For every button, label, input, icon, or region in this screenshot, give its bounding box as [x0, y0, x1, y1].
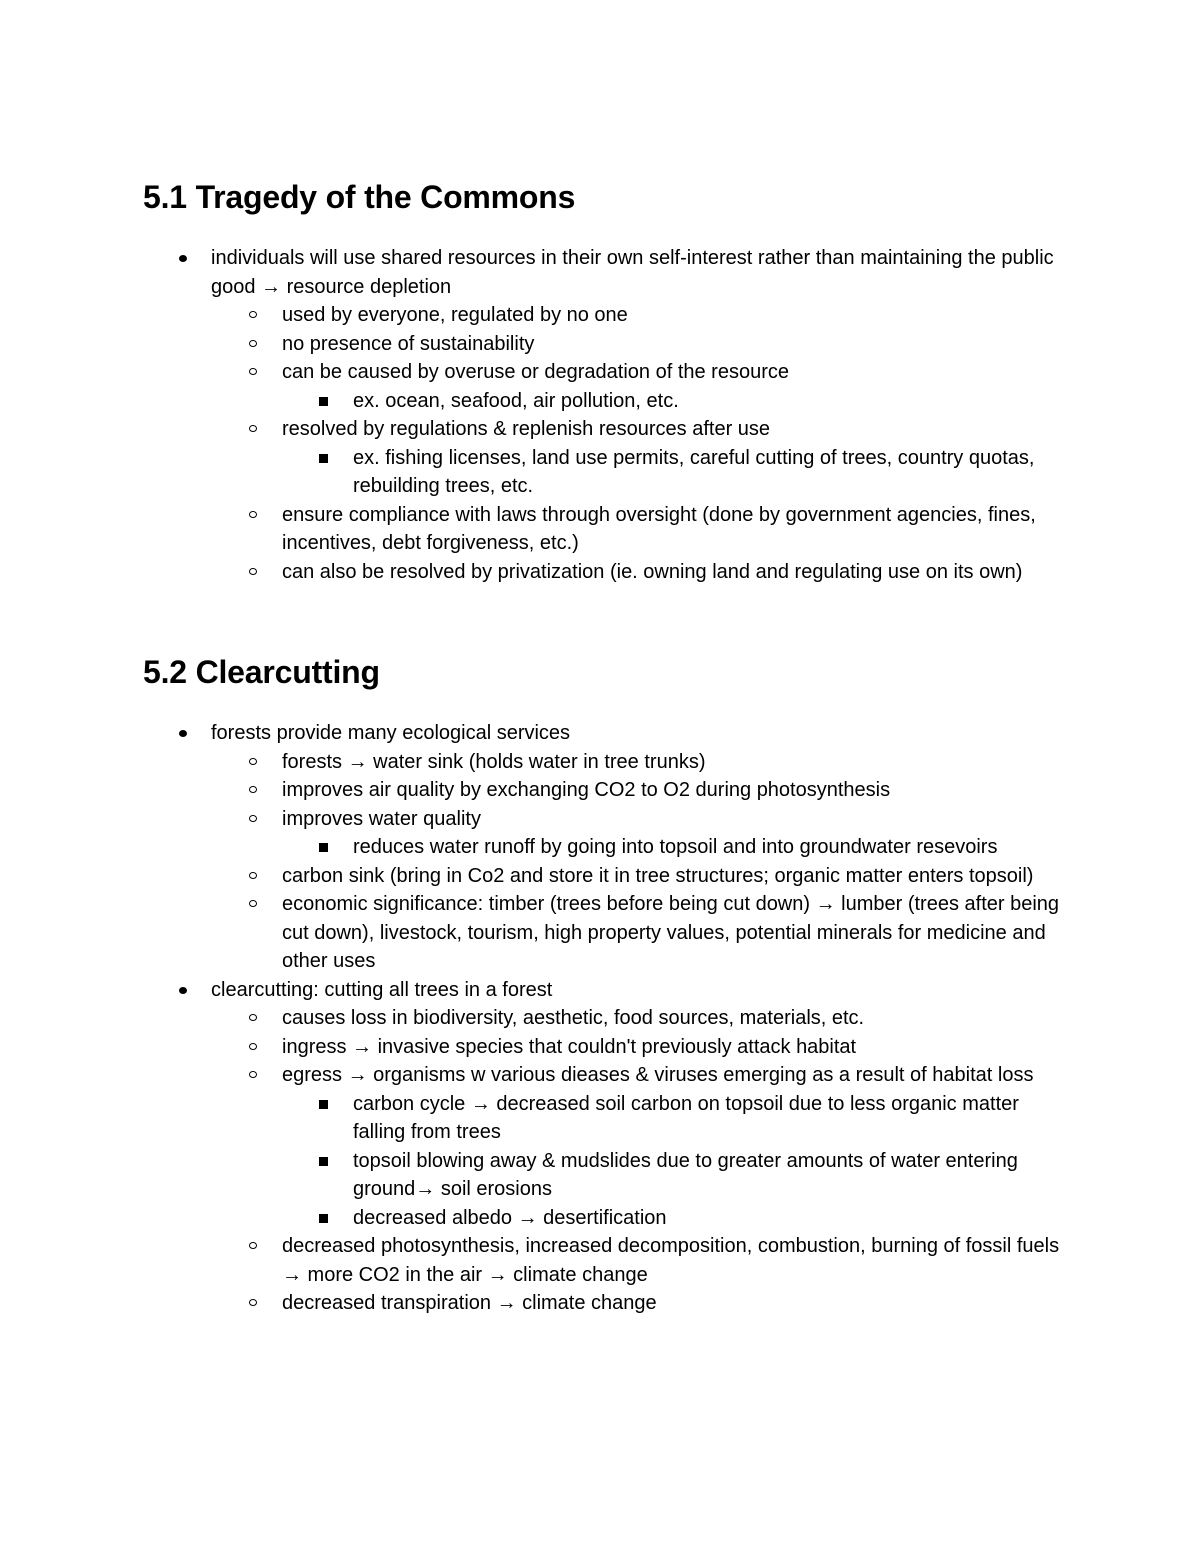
list-item-text: egress → organisms w various dieases & viruses emerging as a result of habitat loss — [282, 1064, 1034, 1086]
list-item — [143, 1232, 1063, 1289]
list-item-text: ex. fishing licenses, land use permits, careful cutting of trees, country quotas, rebuilding trees, etc. — [353, 446, 1035, 497]
bullet-circle-icon — [249, 1299, 257, 1306]
list-item — [143, 244, 1063, 586]
list-item — [143, 415, 1063, 501]
bullet-list — [143, 719, 1063, 1318]
list-item — [143, 1061, 1063, 1232]
sub-sub-list — [282, 444, 1063, 501]
bullet-circle-icon — [249, 340, 257, 347]
list-item — [143, 890, 1063, 976]
list-item-text: carbon sink (bring in Co2 and store it in tree structures; organic matter enters topsoil) — [282, 864, 1034, 887]
bullet-square-icon — [319, 1100, 328, 1109]
list-item — [143, 330, 1063, 359]
sub-list — [211, 1004, 1063, 1318]
list-item-text: individuals will use shared resources in their own self-interest rather than maintaining the public good → resource depletion — [211, 247, 1054, 298]
list-item-text: carbon cycle → decreased soil carbon on topsoil due to less organic matter falling from trees — [353, 1092, 1019, 1143]
bullet-square-icon — [319, 454, 328, 463]
list-item — [143, 558, 1063, 587]
list-item — [143, 444, 1063, 501]
bullet-circle-icon — [249, 900, 257, 907]
list-item-text: resolved by regulations & replenish resources after use — [282, 418, 771, 440]
list-item-text: no presence of sustainability — [282, 332, 535, 355]
sub-sub-list — [282, 833, 1063, 862]
list-item — [143, 805, 1063, 862]
list-item-text: ingress → invasive species that couldn't previously attack habitat — [282, 1035, 857, 1058]
bullet-disc-icon — [179, 987, 187, 994]
sub-list — [211, 748, 1063, 976]
sub-sub-list — [282, 1090, 1063, 1233]
list-item — [143, 1147, 1063, 1204]
list-item — [143, 1289, 1063, 1318]
list-item-text: clearcutting: cutting all trees in a forest — [211, 978, 553, 1001]
bullet-list — [143, 244, 1063, 586]
bullet-disc-icon — [179, 730, 187, 737]
bullet-circle-icon — [249, 568, 257, 575]
list-item-text: improves water quality — [282, 807, 481, 830]
list-item — [143, 719, 1063, 976]
list-item — [143, 358, 1063, 415]
bullet-circle-icon — [249, 1071, 257, 1078]
list-item-text: can also be resolved by privatization (ie. owning land and regulating use on its own) — [282, 560, 1023, 583]
section-heading: 5.2 Clearcutting — [143, 654, 380, 690]
list-item — [143, 776, 1063, 805]
bullet-square-icon — [319, 1157, 328, 1166]
list-item-text: forests → water sink (holds water in tree trunks) — [282, 750, 706, 773]
list-item-text: causes loss in biodiversity, aesthetic, food sources, materials, etc. — [282, 1007, 865, 1029]
bullet-circle-icon — [249, 1043, 257, 1050]
list-item — [143, 976, 1063, 1318]
sub-sub-list — [282, 387, 1063, 416]
bullet-square-icon — [319, 843, 328, 852]
list-item-text: topsoil blowing away & mudslides due to greater amounts of water entering ground→ soil erosions — [353, 1149, 1018, 1200]
bullet-square-icon — [319, 397, 328, 406]
list-item — [143, 833, 1063, 862]
bullet-circle-icon — [249, 311, 257, 318]
bullet-circle-icon — [249, 786, 257, 793]
bullet-circle-icon — [249, 368, 257, 375]
bullet-circle-icon — [249, 425, 257, 432]
bullet-circle-icon — [249, 1014, 257, 1021]
section-heading: 5.1 Tragedy of the Commons — [143, 179, 576, 215]
section-tragedy-of-the-commons — [143, 172, 1063, 586]
list-item-text: economic significance: timber (trees before being cut down) → lumber (trees after being cut down), livestock, tourism, high property values, potential minerals for medicine and other uses — [282, 893, 1060, 972]
bullet-square-icon — [319, 1214, 328, 1223]
list-item-text: decreased photosynthesis, increased decomposition, combustion, burning of fossil fuels → more CO2 in the air → climate change — [282, 1235, 1060, 1286]
list-item-text: ex. ocean, seafood, air pollution, etc. — [353, 389, 679, 412]
list-item — [143, 387, 1063, 416]
bullet-circle-icon — [249, 1242, 257, 1249]
list-item — [143, 1090, 1063, 1147]
list-item-text: decreased transpiration → climate change — [282, 1292, 657, 1314]
sub-list — [211, 301, 1063, 586]
list-item-text: ensure compliance with laws through oversight (done by government agencies, fines, incentives, debt forgiveness, etc.) — [282, 503, 1036, 554]
list-item — [143, 501, 1063, 558]
section-clearcutting — [143, 647, 1063, 1318]
list-item — [143, 748, 1063, 777]
list-item-text: decreased albedo → desertification — [353, 1206, 667, 1229]
list-item — [143, 1004, 1063, 1033]
list-item — [143, 862, 1063, 891]
list-item-text: used by everyone, regulated by no one — [282, 304, 628, 326]
list-item-text: reduces water runoff by going into topsoil and into groundwater resevoirs — [353, 836, 998, 858]
bullet-circle-icon — [249, 872, 257, 879]
list-item-text: forests provide many ecological services — [211, 722, 571, 744]
list-item-text: can be caused by overuse or degradation of the resource — [282, 361, 789, 383]
list-item-text: improves air quality by exchanging CO2 to O2 during photosynthesis — [282, 779, 891, 801]
bullet-circle-icon — [249, 815, 257, 822]
bullet-circle-icon — [249, 758, 257, 765]
bullet-disc-icon — [179, 255, 187, 262]
list-item — [143, 1033, 1063, 1062]
bullet-circle-icon — [249, 511, 257, 518]
list-item — [143, 1204, 1063, 1233]
list-item — [143, 301, 1063, 330]
